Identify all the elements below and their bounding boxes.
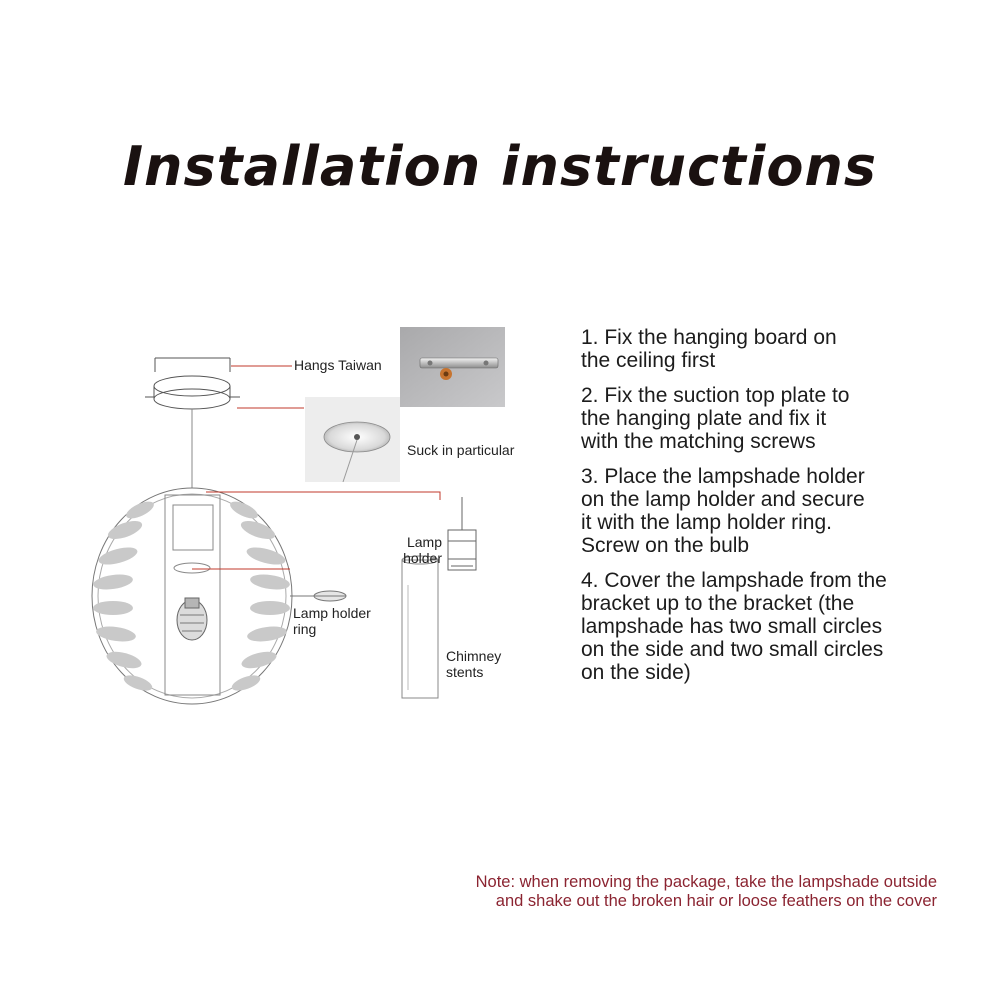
chimney-stent-drawing (402, 556, 438, 698)
step-4: 4. Cover the lampshade from the bracket up to the bracket (the lampshade has two small circles on the side and two small circles on the side) (581, 569, 887, 684)
label-lamp-holder-ring: Lamp holder ring (293, 605, 371, 637)
lamp-holder-drawing (448, 497, 476, 570)
ceiling-plate-drawing (145, 358, 240, 488)
step-2: 2. Fix the suction top plate to the hanging plate and fix it with the matching screws (581, 384, 850, 453)
label-lamp-holder: Lamp holder (403, 534, 442, 566)
step-3: 3. Place the lampshade holder on the lamp holder and secure it with the lamp holder ring. Screw on the bulb (581, 465, 865, 557)
package-note: Note: when removing the package, take the lampshade outside and shake out the broken hair or loose feathers on the cover (475, 873, 937, 910)
label-chimney-stents: Chimney stents (446, 648, 502, 680)
label-suck-in-particular: Suck in particular (407, 442, 515, 458)
label-hangs-taiwan: Hangs Taiwan (294, 357, 382, 373)
page-title: Installation instructions (122, 135, 878, 198)
globe-lampshade-drawing (92, 488, 292, 704)
instruction-steps (581, 326, 981, 696)
step-1: 1. Fix the hanging board on the ceiling first (581, 326, 837, 372)
